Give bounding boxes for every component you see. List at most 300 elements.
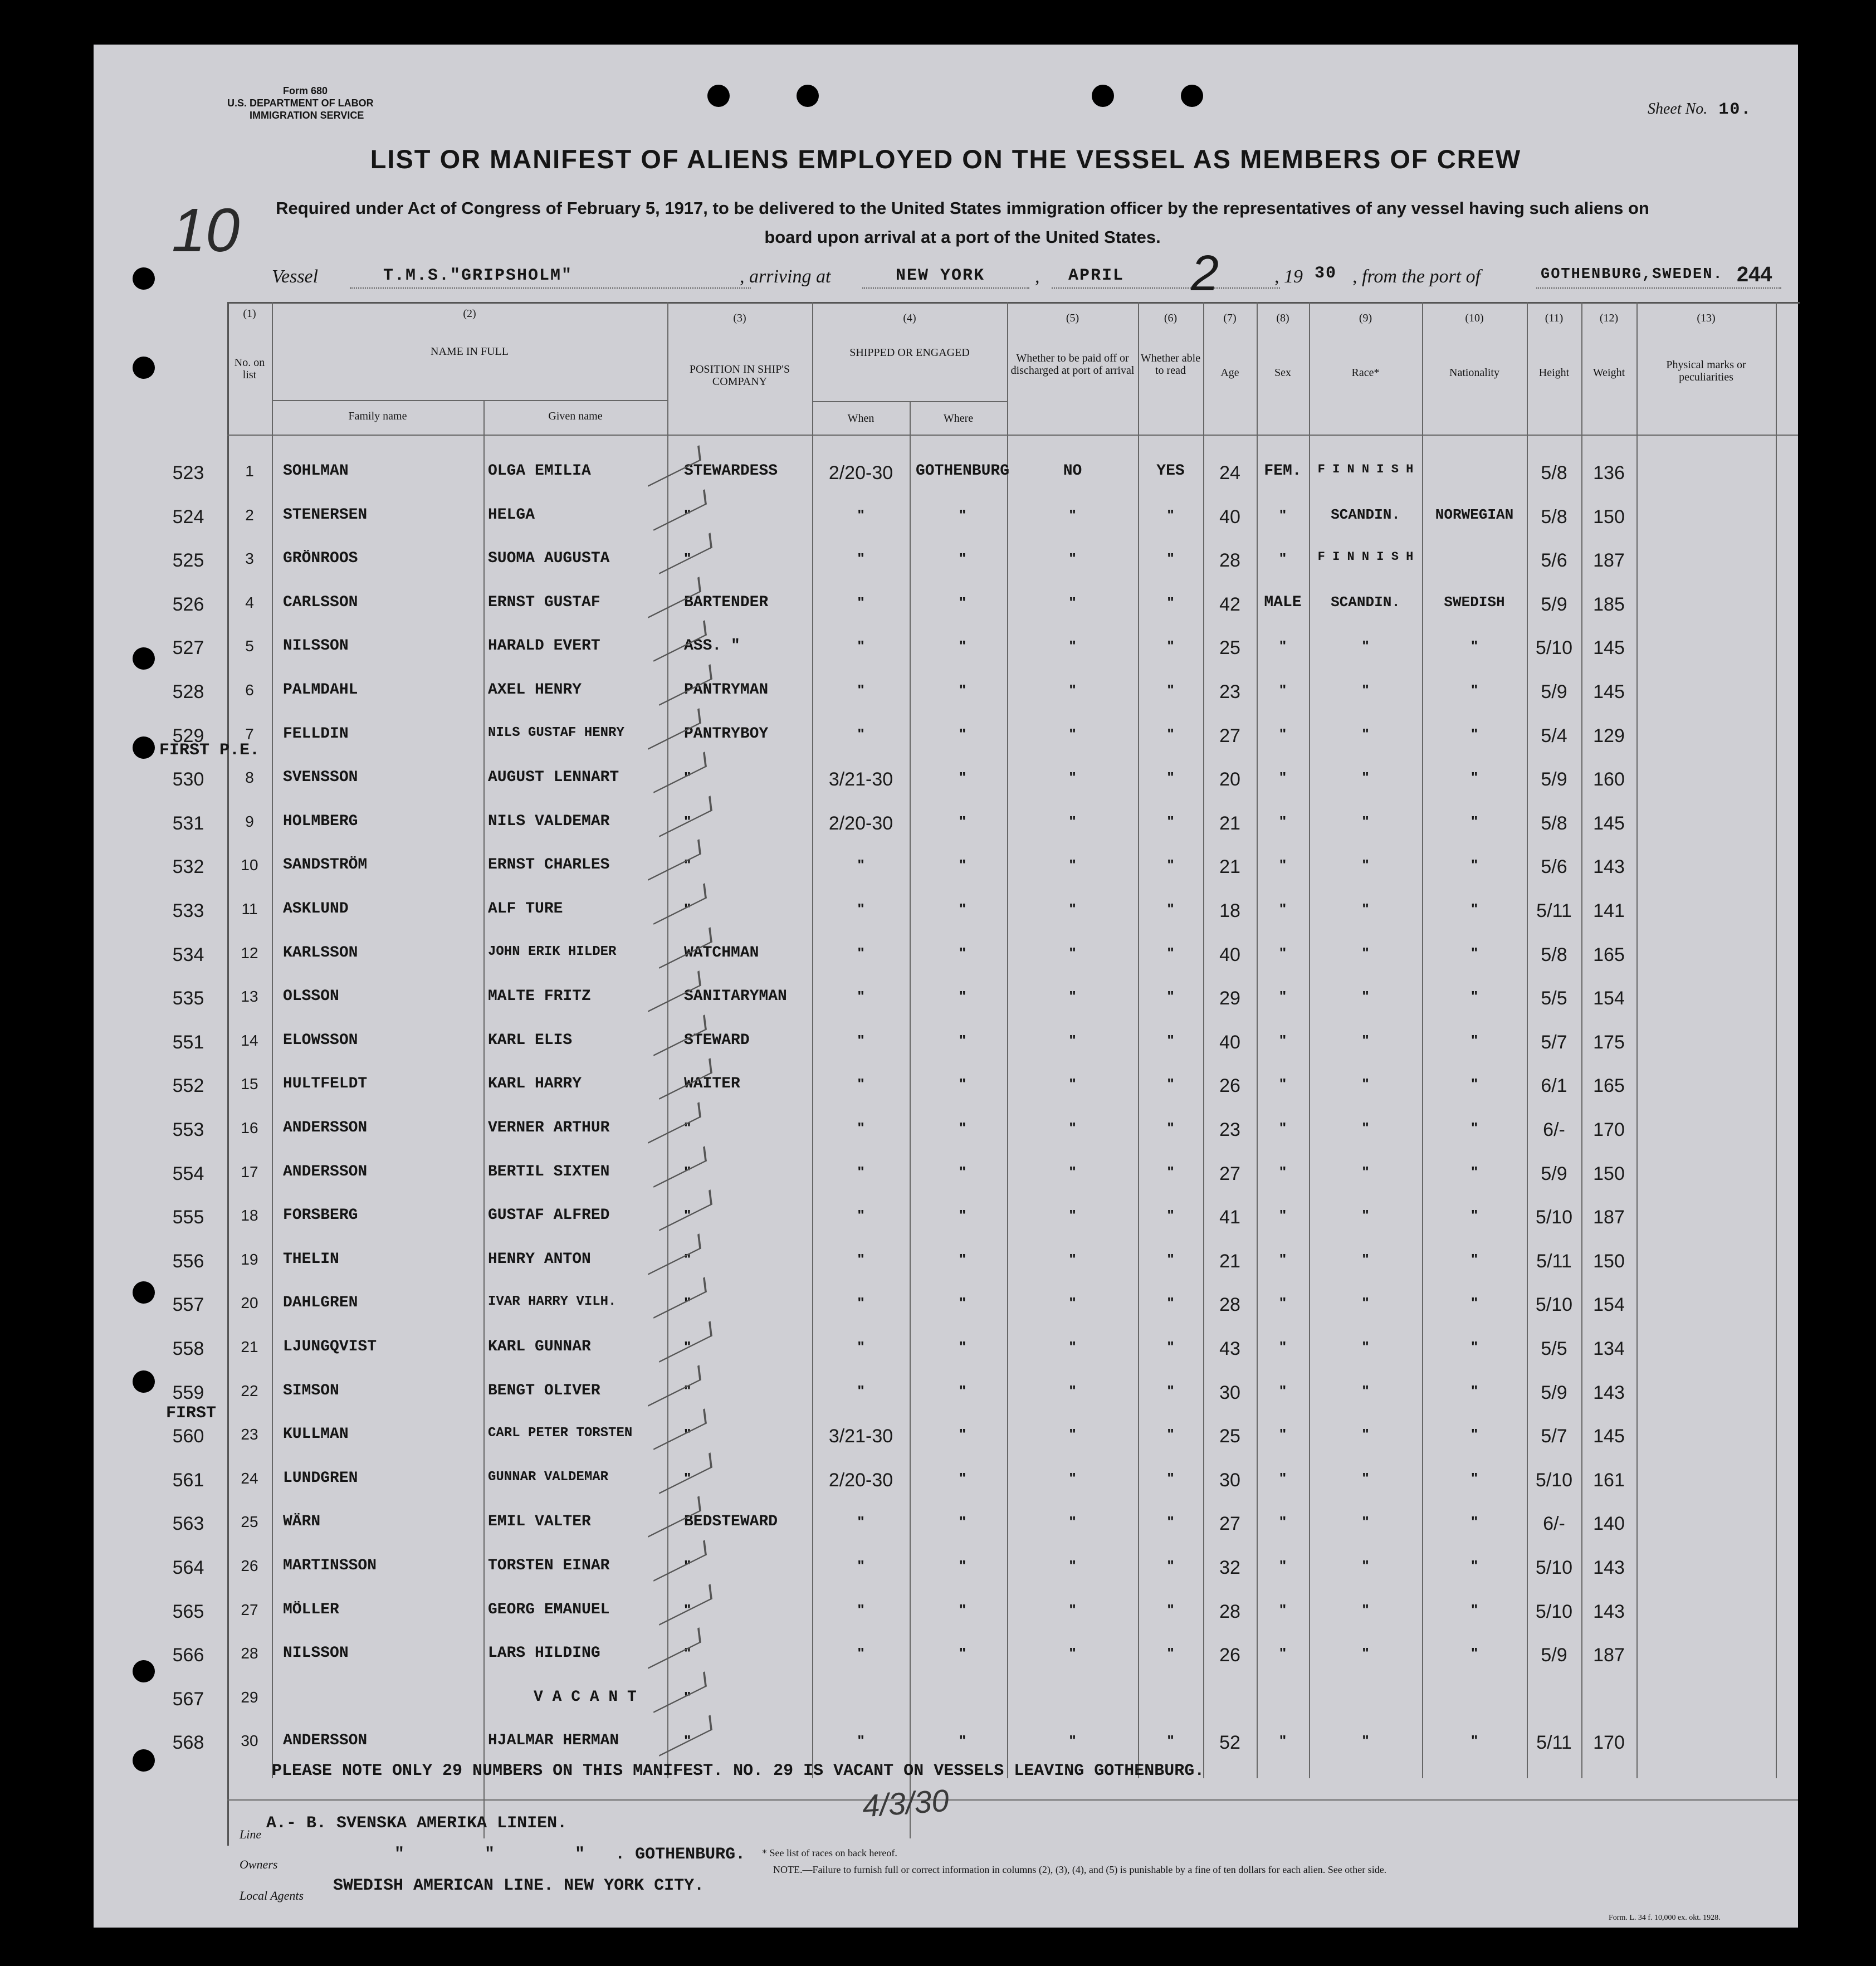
cell-read: " — [1167, 988, 1174, 1005]
punch-hole-left-5 — [133, 1281, 155, 1304]
cell-code: 559 — [172, 1382, 204, 1403]
cell-given: HENRY ANTON — [488, 1250, 591, 1268]
cell-nationality: " — [1470, 1250, 1478, 1267]
cell-nationality: " — [1470, 1294, 1478, 1311]
cell-paid: " — [1069, 1557, 1076, 1574]
cell-position: ASS. " — [684, 637, 740, 655]
cell-read: " — [1167, 1601, 1174, 1618]
cell-race: " — [1362, 1645, 1369, 1662]
punch-hole-left-6 — [133, 1370, 155, 1393]
vacant-label: V A C A N T — [534, 1688, 637, 1706]
cell-where: " — [959, 506, 966, 523]
cell-height: 5/10 — [1535, 1601, 1573, 1622]
cell-paid: " — [1069, 1294, 1076, 1311]
cell-no: 7 — [245, 725, 254, 743]
cell-weight: 175 — [1593, 1031, 1625, 1053]
cell-weight: 141 — [1593, 900, 1625, 921]
cell-weight: 161 — [1593, 1469, 1625, 1491]
cell-paid: " — [1069, 550, 1076, 567]
cell-given: KARL GUNNAR — [488, 1338, 591, 1355]
cell-where: " — [959, 593, 966, 611]
cell-sex: " — [1279, 681, 1287, 698]
cell-read: " — [1167, 1075, 1174, 1092]
punch-hole-left-7 — [133, 1660, 155, 1682]
cell-race: " — [1362, 1294, 1369, 1311]
cell-where: " — [959, 1732, 966, 1749]
col-header-race: Race* — [1351, 367, 1380, 379]
cell-given: ERNST CHARLES — [488, 856, 610, 874]
voyage-line — [272, 246, 1787, 301]
col-header-paid-off: Whether to be paid off or discharged at port of arrival — [1010, 352, 1135, 377]
name-subrule — [272, 400, 667, 401]
cell-paid: " — [1069, 900, 1076, 917]
cell-position: " — [684, 769, 691, 786]
cell-given: SUOMA AUGUSTA — [488, 550, 610, 568]
cell-no: 29 — [241, 1688, 258, 1706]
cell-age: 40 — [1219, 1031, 1240, 1053]
cell-weight: 165 — [1593, 944, 1625, 965]
punch-hole-top-3 — [1092, 85, 1114, 107]
cell-sex: " — [1279, 1163, 1287, 1180]
cell-position: " — [684, 1688, 691, 1705]
arriving-label: , arriving at — [740, 266, 831, 287]
cell-given: HELGA — [488, 506, 535, 524]
cell-age: 29 — [1219, 988, 1240, 1009]
col-num-8: (8) — [1276, 312, 1289, 324]
cell-race: " — [1362, 1119, 1369, 1136]
cell-read: " — [1167, 550, 1174, 567]
col-num-7: (7) — [1223, 312, 1237, 324]
cell-where: " — [959, 637, 966, 655]
cell-read: " — [1167, 1294, 1174, 1311]
cell-sex: " — [1279, 1469, 1287, 1486]
cell-family: HOLMBERG — [283, 812, 358, 830]
cell-when: " — [857, 900, 864, 917]
cell-position: " — [684, 1732, 691, 1749]
cell-family: LJUNGQVIST — [283, 1338, 377, 1355]
cell-when: " — [857, 550, 864, 567]
cell-code: 528 — [172, 681, 204, 703]
cell-height: 5/10 — [1535, 1469, 1573, 1491]
cell-no: 16 — [241, 1119, 258, 1136]
cell-when: " — [857, 637, 864, 655]
cell-weight: 150 — [1593, 1163, 1625, 1184]
arrival-port: NEW YORK — [896, 266, 985, 285]
cell-when: " — [857, 1294, 864, 1311]
cell-family: SVENSSON — [283, 769, 358, 787]
cell-age: 28 — [1219, 1294, 1240, 1316]
col-header-position: POSITION IN SHIP'S COMPANY — [689, 363, 790, 388]
cell-paid: " — [1069, 1645, 1076, 1662]
cell-weight: 187 — [1593, 550, 1625, 572]
cell-age: 40 — [1219, 944, 1240, 965]
cell-where: " — [959, 1645, 966, 1662]
cell-read: " — [1167, 1732, 1174, 1749]
cell-height: 6/- — [1543, 1119, 1565, 1140]
cell-given: ERNST GUSTAF — [488, 593, 600, 611]
cell-when: " — [857, 988, 864, 1005]
col-header-no: No. on list — [234, 357, 265, 381]
cell-age: 23 — [1219, 1119, 1240, 1140]
cell-family: MÖLLER — [283, 1601, 339, 1618]
cell-nationality: " — [1470, 1557, 1478, 1574]
cell-paid: " — [1069, 1382, 1076, 1399]
cell-position: " — [684, 1294, 691, 1311]
punch-hole-left-3 — [133, 647, 155, 670]
cell-nationality: " — [1470, 1382, 1478, 1399]
cell-height: 5/9 — [1541, 681, 1567, 703]
cell-given: GUNNAR VALDEMAR — [488, 1469, 609, 1485]
cell-family: ANDERSSON — [283, 1732, 368, 1750]
cell-weight: 185 — [1593, 593, 1625, 615]
cell-nationality: " — [1470, 1601, 1478, 1618]
cell-family: GRÖNROOS — [283, 550, 358, 568]
cell-family: NILSSON — [283, 1645, 349, 1662]
signature-date: 4/3/30 — [861, 1782, 950, 1824]
cell-read: " — [1167, 593, 1174, 611]
cell-height: 5/10 — [1535, 1557, 1573, 1578]
cell-paid: " — [1069, 1207, 1076, 1224]
cell-no: 20 — [241, 1294, 258, 1312]
cell-race: " — [1362, 637, 1369, 655]
line-label: Line — [240, 1827, 262, 1841]
form-footer: Form. L. 34 f. 10,000 ex. okt. 1928. — [1609, 1914, 1721, 1922]
cell-read: " — [1167, 506, 1174, 523]
cell-given: KARL HARRY — [488, 1075, 582, 1093]
cell-read: " — [1167, 856, 1174, 874]
cell-weight: 154 — [1593, 988, 1625, 1009]
cell-age: 30 — [1219, 1469, 1240, 1491]
department-block — [227, 85, 374, 121]
cell-age: 41 — [1219, 1207, 1240, 1228]
vessel-name: T.M.S."GRIPSHOLM" — [383, 266, 573, 285]
arrival-month: APRIL — [1068, 266, 1125, 285]
cell-where: " — [959, 944, 966, 961]
col-num-12: (12) — [1599, 312, 1619, 324]
cell-where: " — [959, 1163, 966, 1180]
cell-height: 5/4 — [1541, 725, 1567, 747]
cell-nationality: " — [1470, 856, 1478, 874]
cell-where: " — [959, 1075, 966, 1092]
sheet-label: Sheet No. — [1648, 100, 1708, 118]
cell-position: " — [684, 1338, 691, 1355]
cell-family: PALMDAHL — [283, 681, 358, 699]
margin-note-first: FIRST — [166, 1404, 217, 1423]
cell-height: 5/8 — [1541, 462, 1567, 484]
col-line-2a — [483, 401, 485, 1838]
cell-where: " — [959, 812, 966, 830]
cell-nationality: NORWEGIAN — [1435, 506, 1514, 523]
cell-given: EMIL VALTER — [488, 1513, 591, 1531]
cell-age: 25 — [1219, 637, 1240, 659]
cell-no: 26 — [241, 1557, 258, 1574]
cell-family: SOHLMAN — [283, 462, 349, 480]
cell-age: 43 — [1219, 1338, 1240, 1359]
cell-when: " — [857, 1732, 864, 1749]
cell-weight: 160 — [1593, 769, 1625, 791]
service-name: IMMIGRATION SERVICE — [250, 110, 364, 121]
cell-sex: " — [1279, 988, 1287, 1005]
line-value: A.- B. SVENSKA AMERIKA LINIEN. — [266, 1814, 568, 1833]
cell-given: KARL ELIS — [488, 1031, 573, 1049]
cell-code: 552 — [172, 1075, 204, 1097]
cell-race: F I N N I S H — [1317, 550, 1414, 564]
cell-where: " — [959, 1426, 966, 1443]
col-line-12 — [1636, 302, 1638, 1778]
cell-nationality: " — [1470, 1031, 1478, 1048]
cell-no: 4 — [245, 593, 254, 611]
cell-position: " — [684, 856, 691, 874]
cell-race: " — [1362, 1031, 1369, 1048]
cell-family: SANDSTRÖM — [283, 856, 368, 874]
cell-age: 42 — [1219, 593, 1240, 615]
cell-no: 9 — [245, 812, 254, 830]
cell-where: " — [959, 1382, 966, 1399]
cell-no: 27 — [241, 1601, 258, 1618]
page-number: 244 — [1737, 263, 1772, 286]
col-num-3: (3) — [733, 312, 746, 324]
cell-position: " — [684, 900, 691, 917]
cell-position: " — [684, 1207, 691, 1224]
col-header-name: NAME IN FULL — [431, 345, 509, 358]
cell-weight: 170 — [1593, 1732, 1625, 1754]
cell-nationality: " — [1470, 944, 1478, 961]
cell-given: IVAR HARRY VILH. — [488, 1294, 617, 1310]
cell-sex: " — [1279, 1513, 1287, 1530]
cell-sex: " — [1279, 856, 1287, 874]
cell-paid: " — [1069, 1163, 1076, 1180]
cell-height: 5/5 — [1541, 1338, 1567, 1359]
agents-value: SWEDISH AMERICAN LINE. NEW YORK CITY. — [333, 1876, 705, 1895]
cell-where: GOTHENBURG — [915, 462, 1010, 480]
vessel-label: Vessel — [272, 266, 319, 287]
cell-race: " — [1362, 812, 1369, 830]
cell-height: 5/9 — [1541, 593, 1567, 615]
cell-age: 18 — [1219, 900, 1240, 921]
cell-no: 25 — [241, 1513, 258, 1531]
cell-family: KARLSSON — [283, 944, 358, 962]
col-header-family: Family name — [348, 410, 407, 422]
cell-code: 564 — [172, 1557, 204, 1578]
cell-when: " — [857, 1207, 864, 1224]
from-label: , from the port of — [1352, 266, 1481, 287]
col-header-weight: Weight — [1592, 367, 1625, 379]
cell-when: 3/21-30 — [828, 1426, 893, 1447]
cell-nationality: " — [1470, 1732, 1478, 1749]
cell-when: " — [857, 1031, 864, 1048]
cell-code: 553 — [172, 1119, 204, 1140]
cell-paid: " — [1069, 1250, 1076, 1267]
cell-position: " — [684, 506, 691, 523]
cell-paid: " — [1069, 944, 1076, 961]
cell-paid: " — [1069, 637, 1076, 655]
cell-race: " — [1362, 1557, 1369, 1574]
arrival-day: 2 — [1191, 246, 1219, 301]
cell-sex: " — [1279, 1382, 1287, 1399]
penalty-note: NOTE.—Failure to furnish full or correct information in columns (2), (3), (4), and (5) is punishable by a fine of ten dollars for each alien. See other side. — [773, 1864, 1387, 1875]
col-header-given: Given name — [548, 410, 603, 422]
cell-where: " — [959, 1119, 966, 1136]
cell-given: NILS GUSTAF HENRY — [488, 725, 624, 740]
cell-given: OLGA EMILIA — [488, 462, 591, 480]
cell-sex: " — [1279, 769, 1287, 786]
cell-when: " — [857, 1338, 864, 1355]
punch-hole-left-1 — [133, 267, 155, 290]
cell-height: 5/6 — [1541, 856, 1567, 878]
cell-height: 5/10 — [1535, 1294, 1573, 1316]
cell-height: 5/8 — [1541, 944, 1567, 965]
cell-height: 5/6 — [1541, 550, 1567, 572]
cell-weight: 143 — [1593, 1382, 1625, 1403]
margin-note-first-pe: FIRST P.E. — [159, 741, 260, 760]
cell-height: 5/5 — [1541, 988, 1567, 1009]
cell-race: " — [1362, 769, 1369, 786]
cell-height: 5/9 — [1541, 1382, 1567, 1403]
cell-position: PANTRYMAN — [684, 681, 769, 699]
cell-race: F I N N I S H — [1317, 462, 1414, 476]
cell-nationality: " — [1470, 637, 1478, 655]
cell-sex: " — [1279, 1645, 1287, 1662]
cell-age: 27 — [1219, 725, 1240, 747]
cell-sex: " — [1279, 1207, 1287, 1224]
col-line-13 — [1776, 302, 1777, 1778]
cell-no: 14 — [241, 1031, 258, 1049]
cell-race: " — [1362, 1732, 1369, 1749]
punch-hole-top-1 — [707, 85, 730, 107]
cell-paid: " — [1069, 1075, 1076, 1092]
cell-where: " — [959, 1207, 966, 1224]
cell-age: 27 — [1219, 1513, 1240, 1535]
cell-height: 5/11 — [1536, 1250, 1572, 1272]
cell-code: 563 — [172, 1513, 204, 1535]
cell-no: 5 — [245, 637, 254, 655]
cell-position: " — [684, 1426, 691, 1443]
col-header-height: Height — [1538, 367, 1570, 379]
cell-where: " — [959, 1031, 966, 1048]
cell-family: FELLDIN — [283, 725, 349, 743]
cell-code: 567 — [172, 1688, 204, 1710]
sheet-value: 10. — [1718, 100, 1752, 119]
col-num-11: (11) — [1545, 312, 1564, 324]
cell-age: 25 — [1219, 1426, 1240, 1447]
cell-sex: " — [1279, 1075, 1287, 1092]
cell-age: 52 — [1219, 1732, 1240, 1754]
cell-no: 23 — [241, 1426, 258, 1443]
cell-no: 10 — [241, 856, 258, 874]
cell-nationality: " — [1470, 1119, 1478, 1136]
cell-where: " — [959, 988, 966, 1005]
cell-height: 5/11 — [1536, 900, 1572, 921]
cell-nationality: " — [1470, 1469, 1478, 1486]
cell-when: " — [857, 1601, 864, 1618]
form-number: Form 680 — [283, 85, 328, 96]
cell-given: TORSTEN EINAR — [488, 1557, 610, 1574]
cell-sex: " — [1279, 1338, 1287, 1355]
cell-code: 533 — [172, 900, 204, 921]
cell-sex: " — [1279, 1294, 1287, 1311]
cell-sex: " — [1279, 637, 1287, 655]
cell-height: 5/7 — [1541, 1031, 1567, 1053]
col-num-6: (6) — [1164, 312, 1178, 324]
cell-read: " — [1167, 900, 1174, 917]
cell-position: " — [684, 1119, 691, 1136]
cell-paid: " — [1069, 1426, 1076, 1443]
cell-where: " — [959, 681, 966, 698]
cell-read: " — [1167, 769, 1174, 786]
cell-age: 27 — [1219, 1163, 1240, 1184]
cell-family: KULLMAN — [283, 1426, 349, 1443]
col-header-age: Age — [1220, 367, 1239, 379]
cell-when: " — [857, 1250, 864, 1267]
cell-sex: " — [1279, 944, 1287, 961]
cell-race: " — [1362, 681, 1369, 698]
cell-race: " — [1362, 1163, 1369, 1180]
cell-position: STEWARD — [684, 1031, 750, 1049]
cell-given: AUGUST LENNART — [488, 769, 619, 787]
cell-read: " — [1167, 681, 1174, 698]
cell-read: " — [1167, 1338, 1174, 1355]
col-num-13: (13) — [1697, 312, 1716, 324]
punch-hole-top-2 — [797, 85, 819, 107]
cell-code: 561 — [172, 1469, 204, 1491]
owners-label: Owners — [240, 1857, 278, 1871]
page-title: LIST OR MANIFEST OF ALIENS EMPLOYED ON THE VESSEL AS MEMBERS OF CREW — [370, 144, 1522, 174]
cell-given: ALF TURE — [488, 900, 563, 918]
cell-read: " — [1167, 944, 1174, 961]
cell-when: " — [857, 944, 864, 961]
cell-no: 12 — [241, 944, 258, 962]
cell-where: " — [959, 1294, 966, 1311]
cell-paid: " — [1069, 769, 1076, 786]
cell-where: " — [959, 769, 966, 786]
cell-where: " — [959, 1250, 966, 1267]
cell-when: " — [857, 1075, 864, 1092]
cell-family: OLSSON — [283, 988, 339, 1006]
cell-height: 5/11 — [1536, 1732, 1572, 1754]
cell-weight: 143 — [1593, 856, 1625, 878]
cell-code: 527 — [172, 637, 204, 659]
cell-read: " — [1167, 1250, 1174, 1267]
col-header-shipped: SHIPPED OR ENGAGED — [849, 347, 970, 359]
cell-given: JOHN ERIK HILDER — [488, 944, 617, 959]
cell-when: " — [857, 1119, 864, 1136]
cell-when: " — [857, 856, 864, 874]
cell-code: 558 — [172, 1338, 204, 1359]
cell-code: 523 — [172, 462, 204, 484]
cell-age: 24 — [1219, 462, 1240, 484]
cell-paid: " — [1069, 593, 1076, 611]
cell-read: " — [1167, 1382, 1174, 1399]
cell-sex: " — [1279, 1250, 1287, 1267]
cell-paid: " — [1069, 1513, 1076, 1530]
cell-family: MARTINSSON — [283, 1557, 377, 1574]
cell-family: CARLSSON — [283, 593, 358, 611]
col-header-sex: Sex — [1274, 367, 1291, 379]
cell-given: CARL PETER TORSTEN — [488, 1426, 633, 1441]
cell-nationality: " — [1470, 681, 1478, 698]
cell-read: " — [1167, 1426, 1174, 1443]
cell-race: " — [1362, 1382, 1369, 1399]
cell-position: " — [684, 1645, 691, 1662]
cell-race: " — [1362, 1601, 1369, 1618]
cell-nationality: " — [1470, 769, 1478, 786]
cell-sex: " — [1279, 1031, 1287, 1048]
cell-sex: " — [1279, 550, 1287, 567]
arrival-year: 30 — [1315, 264, 1337, 283]
cell-weight: 140 — [1593, 1513, 1625, 1535]
cell-family: THELIN — [283, 1250, 339, 1268]
cell-given: BERTIL SIXTEN — [488, 1163, 610, 1180]
